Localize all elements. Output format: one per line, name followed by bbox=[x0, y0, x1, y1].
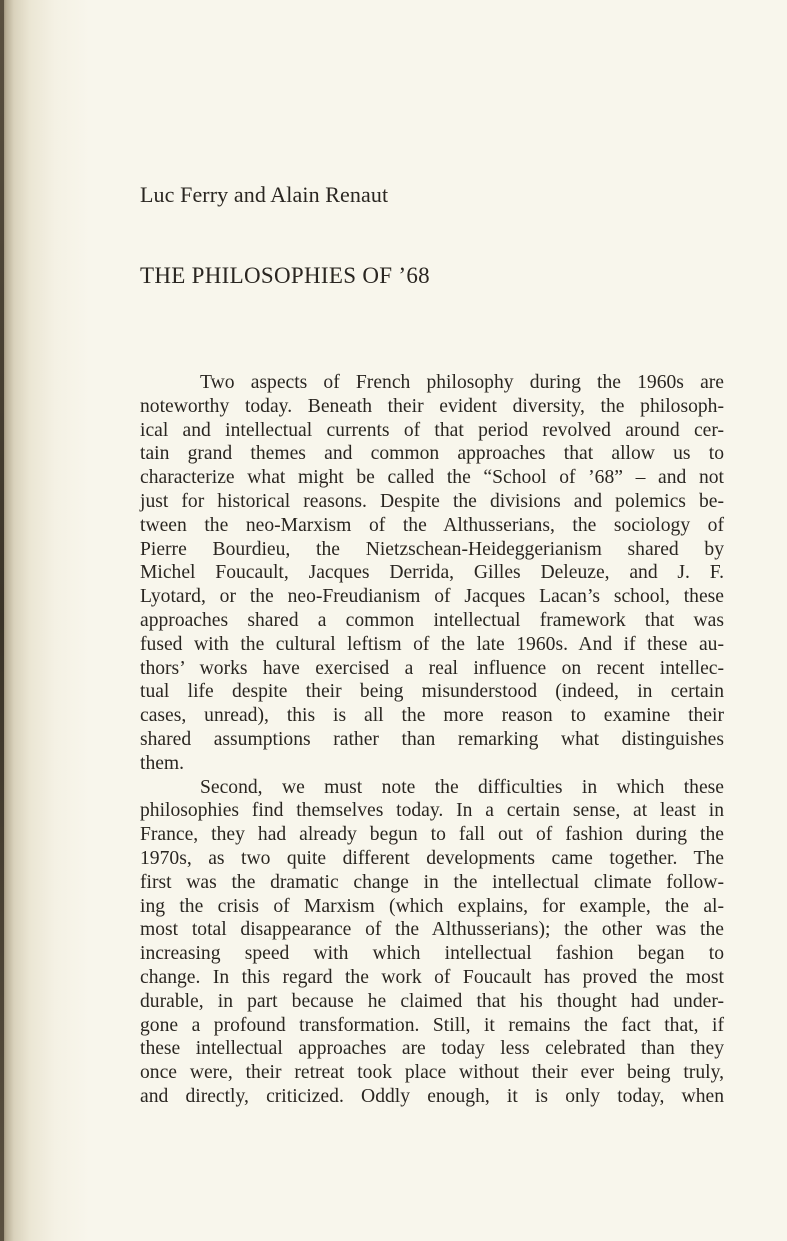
text-line: increasing speed with which intellectual fashion began to bbox=[140, 943, 724, 965]
text-line: most total disappearance of the Althusserians); the other was the bbox=[140, 919, 724, 941]
text-line: thors’ works have exercised a real influence on recent intellec- bbox=[140, 657, 724, 679]
chapter-author: Luc Ferry and Alain Renaut bbox=[140, 182, 389, 207]
text-line: characterize what might be called the “School of ’68” – and not bbox=[140, 467, 724, 489]
text-line: philosophies find themselves today. In a certain sense, at least in bbox=[140, 800, 724, 822]
text-line: 1970s, as two quite different developments came together. The bbox=[140, 847, 724, 869]
text-line: shared assumptions rather than remarking what distinguishes bbox=[140, 728, 724, 750]
text-line: once were, their retreat took place without their ever being truly, bbox=[140, 1062, 724, 1084]
paragraph bbox=[140, 371, 724, 776]
text-line: these intellectual approaches are today less celebrated than they bbox=[140, 1038, 724, 1060]
text-line: Michel Foucault, Jacques Derrida, Gilles Deleuze, and J. F. bbox=[140, 562, 724, 584]
text-line: Second, we must note the difficulties in which these bbox=[200, 776, 724, 798]
text-line: gone a profound transformation. Still, it remains the fact that, if bbox=[140, 1014, 724, 1036]
book-gutter-shadow bbox=[0, 0, 4, 1241]
text-line: Two aspects of French philosophy during the 1960s are bbox=[200, 372, 724, 393]
text-line: noteworthy today. Beneath their evident diversity, the philosoph- bbox=[140, 395, 724, 417]
text-line: ing the crisis of Marxism (which explains, for example, the al- bbox=[140, 895, 724, 917]
text-line: first was the dramatic change in the intellectual climate follow- bbox=[140, 871, 724, 893]
text-line: tain grand themes and common approaches that allow us to bbox=[140, 443, 724, 465]
text-line: approaches shared a common intellectual framework that was bbox=[140, 609, 724, 631]
text-line: ical and intellectual currents of that period revolved around cer- bbox=[140, 419, 724, 441]
text-line: durable, in part because he claimed that his thought had under- bbox=[140, 990, 724, 1012]
text-line: tween the neo-Marxism of the Althusserians, the sociology of bbox=[140, 514, 724, 536]
text-line: France, they had already begun to fall out of fashion during the bbox=[140, 824, 724, 846]
chapter-title: THE PHILOSOPHIES OF ’68 bbox=[140, 263, 430, 288]
text-line: cases, unread), this is all the more reason to examine their bbox=[140, 705, 724, 727]
text-line: just for historical reasons. Despite the divisions and polemics be- bbox=[140, 490, 724, 512]
chapter-body bbox=[140, 371, 724, 1109]
text-line: Lyotard, or the neo-Freudianism of Jacques Lacan’s school, these bbox=[140, 586, 724, 608]
text-line: tual life despite their being misunderstood (indeed, in certain bbox=[140, 681, 724, 703]
text-line: change. In this regard the work of Foucault has proved the most bbox=[140, 966, 724, 988]
text-line: fused with the cultural leftism of the late 1960s. And if these au- bbox=[140, 633, 724, 655]
text-line: Pierre Bourdieu, the Nietzschean-Heideggerianism shared by bbox=[140, 538, 724, 560]
paragraph bbox=[140, 776, 724, 1109]
text-line: them. bbox=[140, 752, 185, 774]
text-line: and directly, criticized. Oddly enough, it is only today, when bbox=[140, 1085, 724, 1107]
